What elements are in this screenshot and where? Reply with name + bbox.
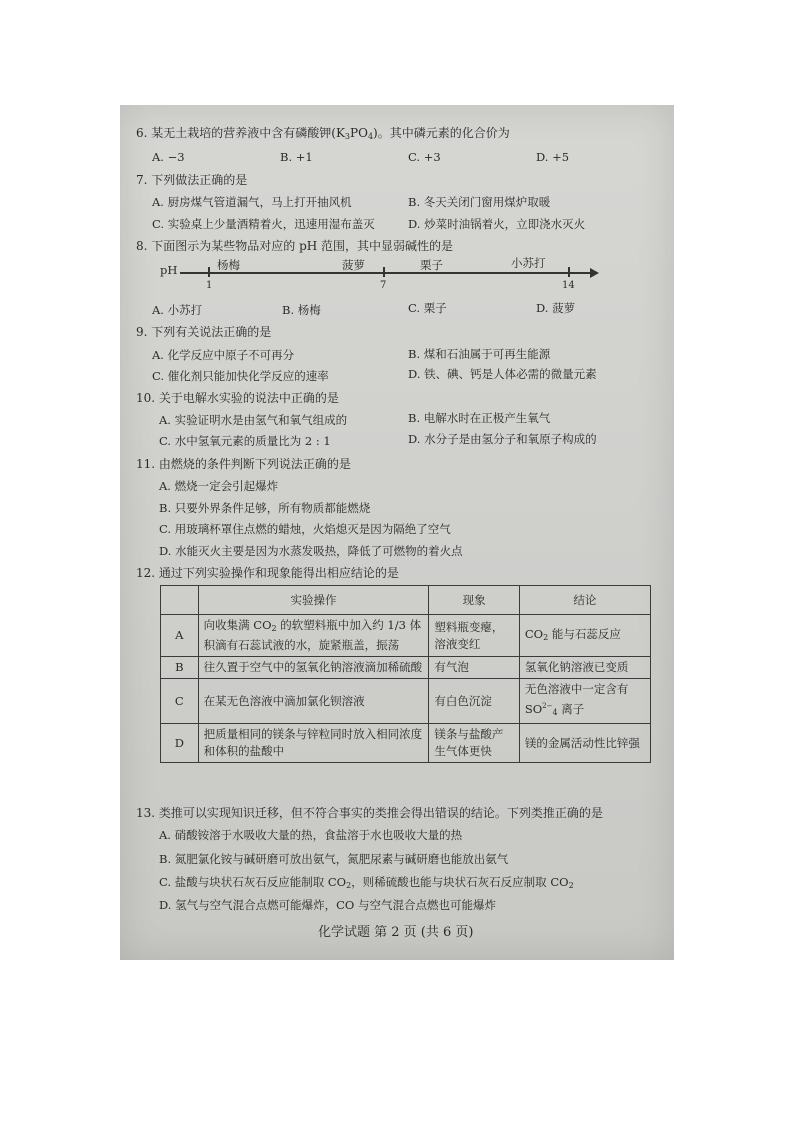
row-conclusion: 镁的金属活动性比锌强 — [519, 724, 650, 763]
question-7-option-d: D. 炒菜时油锅着火，立即浇水灭火 — [408, 217, 586, 231]
row-phenomenon: 有白色沉淀 — [429, 679, 519, 724]
question-11-option-d: D. 水能灭火主要是因为水蒸发吸热，降低了可燃物的着火点 — [159, 544, 463, 558]
row-operation: 往久置于空气中的氢氧化钠溶液滴加稀硫酸 — [198, 657, 429, 679]
question-7-option-a: A. 厨房煤气管道漏气，马上打开抽风机 — [152, 195, 352, 209]
question-6-option-d: D. +5 — [536, 150, 570, 164]
table-row — [161, 724, 651, 763]
question-10-option-a: A. 实验证明水是由氢气和氧气组成的 — [159, 413, 348, 427]
question-6-option-a: A. −3 — [152, 150, 185, 164]
row-operation: 在某无色溶液中滴加氯化钡溶液 — [198, 679, 429, 724]
ph-axis-line — [180, 272, 592, 274]
ph-tick-label-7: 7 — [380, 280, 387, 291]
table-header-phenomenon: 现象 — [429, 586, 519, 615]
ph-item-lizi: 栗子 — [420, 258, 443, 272]
question-7-stem: 7. 下列做法正确的是 — [136, 173, 248, 187]
question-9-option-a: A. 化学反应中原子不可再分 — [152, 348, 295, 362]
ph-tick-label-1: 1 — [206, 280, 213, 291]
question-11-option-b: B. 只要外界条件足够，所有物质都能燃烧 — [159, 501, 371, 515]
question-13-option-d: D. 氢气与空气混合点燃可能爆炸，CO 与空气混合点燃也可能爆炸 — [159, 898, 497, 912]
experiment-table — [160, 585, 651, 763]
table-row — [161, 679, 651, 724]
ph-item-yangmei: 杨梅 — [217, 258, 240, 272]
row-key: A — [161, 615, 199, 657]
question-11-option-c: C. 用玻璃杯罩住点燃的蜡烛，火焰熄灭是因为隔绝了空气 — [159, 522, 451, 536]
ph-tick-14 — [568, 267, 570, 277]
question-12-stem: 12. 通过下列实验操作和现象能得出相应结论的是 — [136, 566, 399, 580]
question-6-option-b: B. +1 — [280, 150, 313, 164]
question-7-option-b: B. 冬天关闭门窗用煤炉取暖 — [408, 195, 551, 209]
table-row — [161, 615, 651, 657]
table-header-blank — [161, 586, 199, 615]
question-13-option-a: A. 硝酸铵溶于水吸收大量的热，食盐溶于水也吸收大量的热 — [159, 828, 463, 842]
table-header-row — [161, 586, 651, 615]
question-8-option-a: A. 小苏打 — [152, 303, 203, 317]
question-9-option-d: D. 铁、碘、钙是人体必需的微量元素 — [408, 367, 597, 381]
question-8-option-d: D. 菠萝 — [536, 301, 576, 315]
question-8-option-b: B. 杨梅 — [282, 303, 321, 317]
ph-tick-1 — [208, 267, 210, 277]
question-11-stem: 11. 由燃烧的条件判断下列说法正确的是 — [136, 457, 351, 471]
row-key: C — [161, 679, 199, 724]
question-8-option-c: C. 栗子 — [408, 301, 447, 315]
question-10-option-b: B. 电解水时在正极产生氧气 — [408, 411, 551, 425]
question-13-stem: 13. 类推可以实现知识迁移，但不符合事实的类推会得出错误的结论。下列类推正确的是 — [136, 806, 603, 820]
row-conclusion: $CO_2$ 能与石蕊反应 — [519, 615, 650, 657]
ph-axis-label: pH — [160, 263, 178, 277]
ph-tick-label-14: 14 — [562, 280, 575, 291]
question-7-option-c: C. 实验桌上少量酒精着火，迅速用湿布盖灭 — [152, 217, 375, 231]
question-6-stem: 6. 某无土栽培的营养液中含有磷酸钾$(K_3PO_4)$。其中磷元素的化合价为 — [136, 126, 510, 141]
row-phenomenon: 塑料瓶变瘪，溶液变红 — [429, 615, 519, 657]
question-9-stem: 9. 下列有关说法正确的是 — [136, 325, 272, 339]
row-phenomenon: 镁条与盐酸产生气体更快 — [429, 724, 519, 763]
ph-tick-7 — [383, 267, 385, 277]
question-13-option-b: B. 氮肥氯化铵与碱研磨可放出氨气，氮肥尿素与碱研磨也能放出氨气 — [159, 852, 509, 866]
row-operation: 把质量相同的镁条与锌粒同时放入相同浓度和体积的盐酸中 — [198, 724, 429, 763]
table-header-operation: 实验操作 — [198, 586, 429, 615]
question-10-option-d: D. 水分子是由氢分子和氧原子构成的 — [408, 432, 597, 446]
row-conclusion: 氢氧化钠溶液已变质 — [519, 657, 650, 679]
table-header-conclusion: 结论 — [519, 586, 650, 615]
question-13-option-c: C. 盐酸与块状石灰石反应能制取 $CO_2$，则稀硫酸也能与块状石灰石反应制取 $CO_2$ — [159, 875, 574, 890]
question-9-option-c: C. 催化剂只能加快化学反应的速率 — [152, 369, 329, 383]
question-11-option-a: A. 燃烧一定会引起爆炸 — [159, 479, 279, 493]
page-footer: 化学试题 第 2 页 (共 6 页) — [318, 925, 474, 940]
question-10-stem: 10. 关于电解水实验的说法中正确的是 — [136, 391, 339, 405]
question-9-option-b: B. 煤和石油属于可再生能源 — [408, 347, 551, 361]
question-8-stem: 8. 下面图示为某些物品对应的 pH 范围，其中显弱碱性的是 — [136, 239, 454, 253]
question-6-option-c: C. +3 — [408, 150, 441, 164]
row-operation: 向收集满 $CO_2$ 的软塑料瓶中加入约 1/3 体积滴有石蕊试液的水，旋紧瓶盖，振荡 — [198, 615, 429, 657]
row-key: D — [161, 724, 199, 763]
row-key: B — [161, 657, 199, 679]
row-conclusion: 无色溶液中一定含有 $SO^{2-}_4$ 离子 — [519, 679, 650, 724]
ph-item-xiaosuda: 小苏打 — [511, 256, 546, 270]
question-10-option-c: C. 水中氢氧元素的质量比为 2 : 1 — [159, 434, 331, 448]
table-row — [161, 657, 651, 679]
ph-axis-arrow — [590, 268, 599, 278]
row-phenomenon: 有气泡 — [429, 657, 519, 679]
ph-item-boluo: 菠萝 — [342, 258, 365, 272]
